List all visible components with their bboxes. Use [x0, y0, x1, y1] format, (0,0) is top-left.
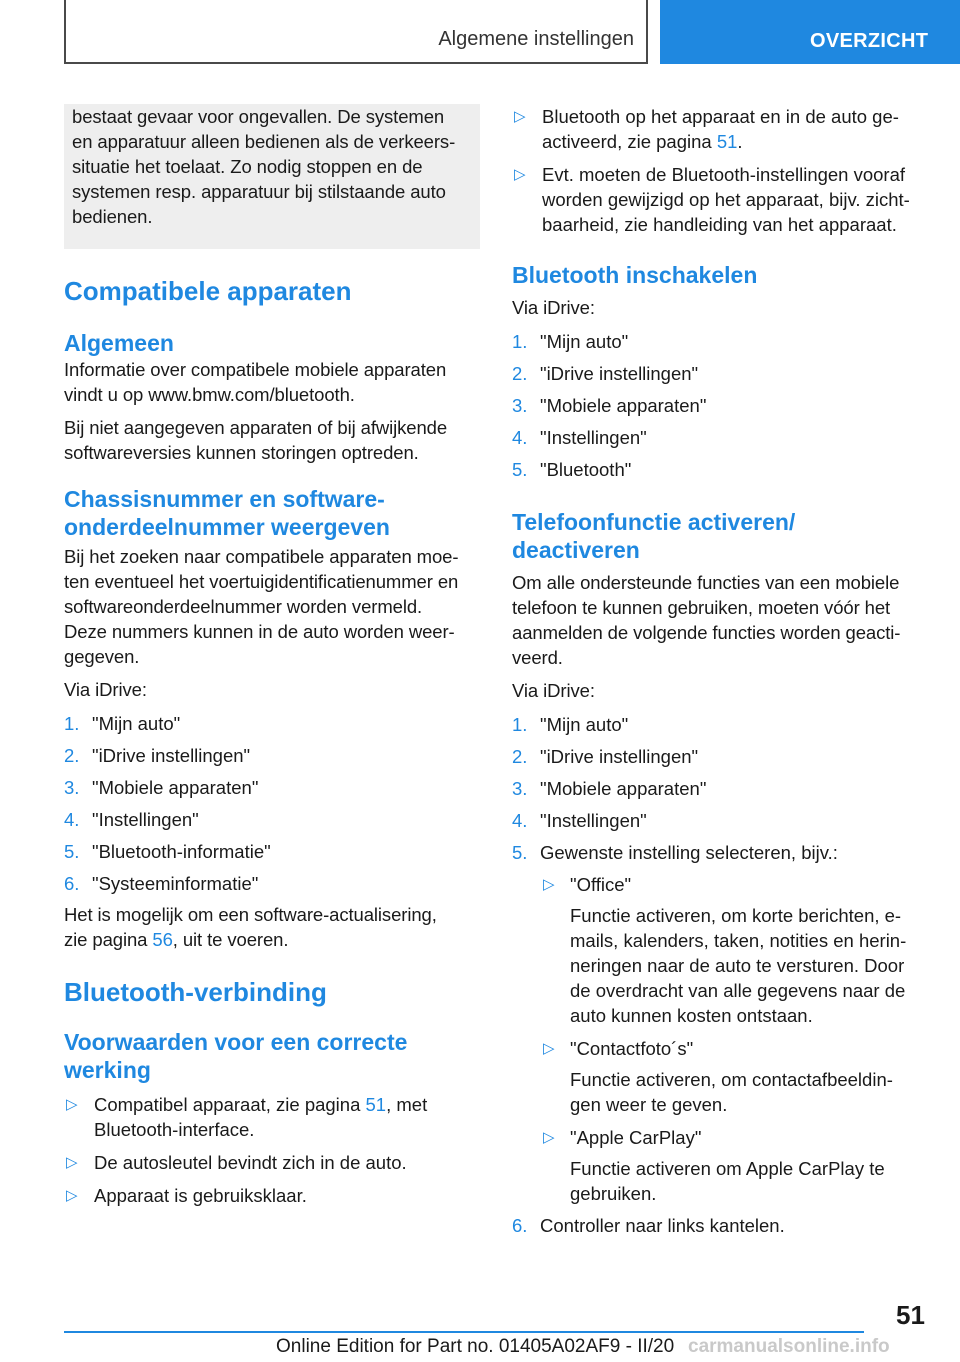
heading-algemeen: Algemeen — [64, 330, 174, 356]
list-item: 1. "Mijn auto" — [64, 713, 181, 734]
mogelijk-paragraph: Het is mogelijk om een software-actualisering, zie pagina 56, uit te voeren. — [64, 904, 437, 950]
sub-item-contactfotos-text: Functie activeren, om contactafbeeldin- gen weer te geven. — [570, 1069, 893, 1115]
sub-item-office-text: Functie activeren, om korte berichten, e- mails, kalenders, taken, notities en herin- neringen naar de auto te versturen. Door de overdracht van alle gegevens naar de auto kunnen kosten ontstaan. — [570, 905, 907, 1026]
via-idrive-label: Via iDrive: — [64, 679, 147, 700]
page-number: 51 — [896, 1300, 925, 1330]
triangle-bullet-icon: ▷ — [543, 1040, 555, 1057]
heading-chassisnummer: Chassisnummer en software- onderdeelnummer weergeven — [64, 486, 390, 540]
via-idrive-label: Via iDrive: — [512, 680, 595, 701]
list-item: 3. "Mobiele apparaten" — [512, 395, 707, 416]
list-item: 5. Gewenste instelling selecteren, bijv.: — [512, 842, 838, 863]
list-item: 1. "Mijn auto" — [512, 714, 629, 735]
list-item: 1. "Mijn auto" — [512, 331, 629, 352]
list-item: 2. "iDrive instellingen" — [64, 745, 251, 766]
triangle-bullet-icon: ▷ — [514, 166, 526, 183]
list-item: 6. "Systeeminformatie" — [64, 873, 259, 894]
footer-watermark: carmanualsonline.info — [688, 1336, 890, 1357]
heading-bluetooth-verbinding: Bluetooth-verbinding — [64, 977, 327, 1007]
steps-list-telefoon — [512, 712, 922, 865]
list-item: ▷ Evt. moeten de Bluetooth-instellingen vooraf worden gewijzigd op het apparaat, bijv. zicht- baarheid, zie handleiding van het apparaat. — [514, 164, 910, 235]
list-item: 2. "iDrive instellingen" — [512, 363, 699, 384]
page-link-56[interactable]: 56 — [152, 929, 173, 950]
heading-compatibele-apparaten: Compatibele apparaten — [64, 276, 352, 306]
triangle-bullet-icon: ▷ — [543, 1129, 555, 1146]
triangle-bullet-icon: ▷ — [514, 108, 526, 125]
triangle-bullet-icon: ▷ — [66, 1187, 78, 1204]
list-item: 3. "Mobiele apparaten" — [512, 778, 707, 799]
sub-item-office: ▷ "Office" — [543, 874, 632, 895]
list-item: 5. "Bluetooth" — [512, 459, 632, 480]
bij-paragraph: Bij niet aangegeven apparaten of bij afwijkende softwareversies kunnen storingen optreden. — [64, 417, 448, 463]
heading-voorwaarden: Voorwaarden voor een correcte werking — [64, 1029, 408, 1083]
list-item: ▷ Bluetooth op het apparaat en in de auto ge- activeerd, zie pagina 51. — [514, 106, 899, 152]
page-link-51[interactable]: 51 — [365, 1094, 387, 1115]
list-item: 6. Controller naar links kantelen. — [512, 1215, 785, 1236]
overzicht-tab-label[interactable]: OVERZICHT — [810, 30, 929, 52]
sub-item-carplay-text: Functie activeren om Apple CarPlay te gebruiken. — [570, 1158, 885, 1204]
list-item: 4. "Instellingen" — [512, 427, 647, 448]
list-item: 5. "Bluetooth-informatie" — [64, 841, 271, 862]
list-item: ▷ Apparaat is gebruiksklaar. — [66, 1185, 307, 1206]
list-item: ▷ De autosleutel bevindt zich in de auto. — [66, 1152, 407, 1173]
footer-divider — [64, 1331, 864, 1333]
page-header — [0, 0, 960, 66]
right-column — [512, 104, 922, 1238]
via-idrive-label: Via iDrive: — [512, 297, 595, 318]
page-link-51[interactable]: 51 — [716, 131, 738, 152]
heading-telefoonfunctie: Telefoonfunctie activeren/ deactiveren — [512, 509, 796, 563]
steps-list-bluetooth — [512, 329, 922, 482]
warning-box: bestaat gevaar voor ongevallen. De systemen en apparatuur alleen bedienen als de verkeers- situatie het toelaat. Zo nodig stoppen en de systemen resp. apparatuur bij stilstaande auto bedienen. — [64, 104, 480, 249]
heading-bluetooth-inschakelen: Bluetooth inschakelen — [512, 262, 758, 288]
header-section-box — [64, 0, 648, 64]
list-item: 4. "Instellingen" — [64, 809, 199, 830]
left-column — [64, 104, 480, 1208]
list-item: 2. "iDrive instellingen" — [512, 746, 699, 767]
voorwaarden-list — [64, 1092, 480, 1208]
list-item: 4. "Instellingen" — [512, 810, 647, 831]
om-paragraph: Om alle ondersteunde functies van een mobiele telefoon te kunnen gebruiken, moeten vóór het aanmelden de volgende functies worden geacti- veerd. — [512, 572, 901, 668]
header-section-title: Algemene instellingen — [438, 28, 634, 50]
triangle-bullet-icon: ▷ — [66, 1096, 78, 1113]
steps-list — [64, 711, 480, 896]
sub-item-carplay: ▷ "Apple CarPlay" — [543, 1127, 702, 1148]
list-item: 3. "Mobiele apparaten" — [64, 777, 259, 798]
list-item: ▷ Compatibel apparaat, zie pagina 51, met Bluetooth-interface. — [66, 1094, 428, 1140]
sub-item-contactfotos: ▷ "Contactfoto´s" — [543, 1038, 694, 1059]
triangle-bullet-icon: ▷ — [66, 1154, 78, 1171]
footer-edition: Online Edition for Part no. 01405A02AF9 - II/20 — [276, 1336, 675, 1357]
zoeken-paragraph: Bij het zoeken naar compatibele apparaten moe- ten eventueel het voertuigidentificatienummer en softwareonderdeelnummer worden vermeld. Deze nummers kunnen in de auto worden weer- gegeven. — [64, 546, 459, 667]
info-paragraph: Informatie over compatibele mobiele apparaten vindt u op www.bmw.com/bluetooth. — [64, 359, 447, 405]
triangle-bullet-icon: ▷ — [543, 876, 555, 893]
